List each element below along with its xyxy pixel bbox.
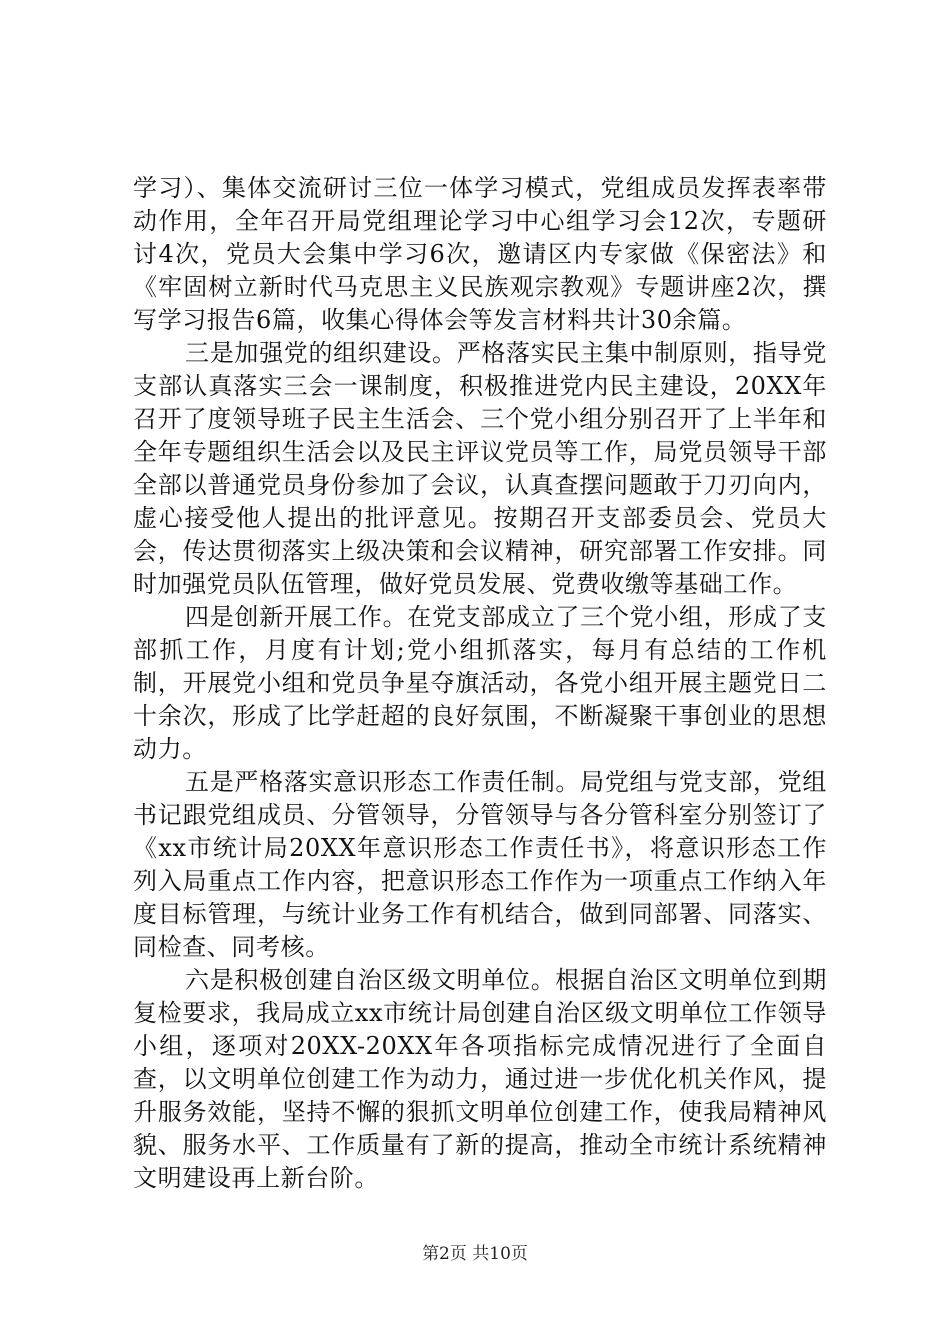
- paragraph-innovative-work: 四是创新开展工作。在党支部成立了三个党小组，形成了支部抓工作，月度有计划;党小组抓落实，每月有总结的工作机制，开展党小组和党员争星夺旗活动，各党小组开展主题党日二十余次，形成了比学赶超的良好氛围，不断凝聚干事创业的思想动力。: [133, 603, 827, 763]
- paragraph-civilized-unit: 六是积极创建自治区级文明单位。根据自治区文明单位到期复检要求，我局成立xx市统计局创建自治区级文明单位工作领导小组，逐项对20XX-20XX年各项指标完成情况进行了全面自查，以文明单位创建工作为动力，通过进一步优化机关作风，提升服务效能，坚持不懈的狠抓文明单位创建工作，使我局精神风貌、服务水平、工作质量有了新的提高，推动全市统计系统精神文明建设再上新台阶。: [133, 966, 827, 1192]
- page-number-footer: 第2页 共10页: [422, 1244, 528, 1264]
- paragraph-ideology-responsibility: 五是严格落实意识形态工作责任制。局党组与党支部，党组书记跟党组成员、分管领导，分管领导与各分管科室分别签订了《xx市统计局20XX年意识形态工作责任书》，将意识形态工作列入局重点工作内容，把意识形态工作作为一项重点工作纳入年度目标管理，与统计业务工作有机结合，做到同部署、同落实、同检查、同考核。: [133, 768, 827, 961]
- paragraph-organization-building: 三是加强党的组织建设。严格落实民主集中制原则，指导党支部认真落实三会一课制度，积极推进党内民主建设，20XX年召开了度领导班子民主生活会、三个党小组分别召开了上半年和全年专题组织生活会以及民主评议党员等工作，局党员领导干部全部以普通党员身份参加了会议，认真查摆问题敢于刀刃向内，虚心接受他人提出的批评意见。按期召开支部委员会、党员大会，传达贯彻落实上级决策和会议精神，研究部署工作安排。同时加强党员队伍管理，做好党员发展、党费收缴等基础工作。: [133, 339, 827, 598]
- paragraph-study-summary: 学习）、集体交流研讨三位一体学习模式，党组成员发挥表率带动作用，全年召开局党组理论学习中心组学习会12次，专题研讨4次，党员大会集中学习6次，邀请区内专家做《保密法》和《牢固树立新时代马克思主义民族观宗教观》专题讲座2次，撰写学习报告6篇，收集心得体会等发言材料共计30余篇。: [133, 174, 827, 334]
- document-body: [133, 172, 827, 1195]
